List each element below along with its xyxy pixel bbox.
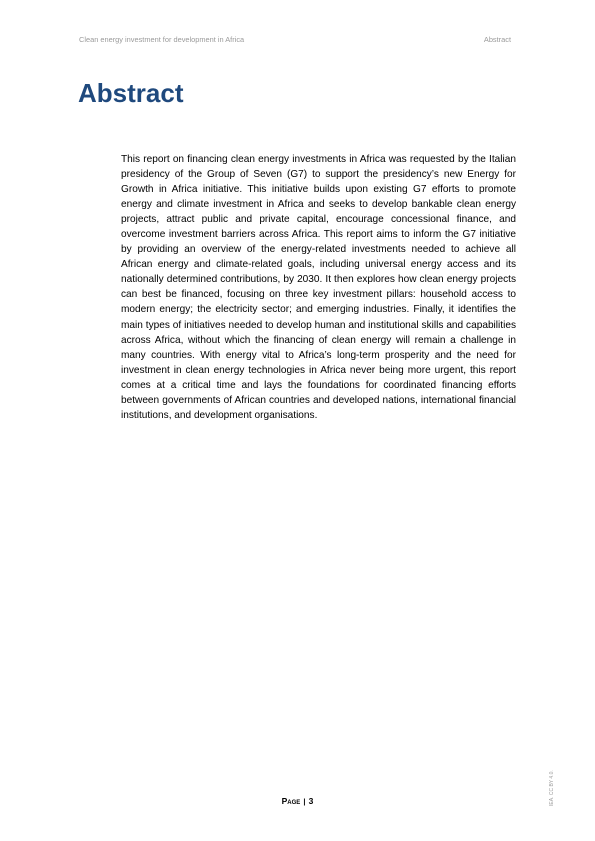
page-number: 3 <box>308 796 314 806</box>
abstract-paragraph: This report on financing clean energy investments in Africa was requested by the Italian presidency of the Group of Seven (G7) to support the presidency’s new Energy for Growth in Africa initiative. This initiative builds upon existing G7 efforts to promote energy and climate investment in Africa and seeks to develop bankable clean energy projects, attract public and private capital, encourage concessional finance, and overcome investment barriers across Africa. This report aims to inform the G7 initiative by providing an overview of the energy-related investments needed to achieve all African energy and climate-related goals, including universal energy access and its nationally determined contributions, by 2030. It then explores how clean energy projects can best be financed, focusing on three key investment pillars: household access to modern energy; the electricity sector; and emerging industries. Finally, it identifies the main types of initiatives needed to develop human and institutional skills and capabilities across Africa, without which the financing of clean energy will remain a challenge in many countries. With energy vital to Africa’s long-term prosperity and the need for investment in clean energy technologies in Africa never being more urgent, this report comes at a critical time and lays the foundations for coordinated financing efforts between governments of African countries and developed nations, international financial institutions, and development organisations. <box>121 154 516 421</box>
running-header-section: Abstract <box>483 35 511 44</box>
running-header-title: Clean energy investment for development in Africa <box>79 35 245 44</box>
page-label: Page <box>281 796 301 806</box>
page-footer <box>0 796 595 806</box>
page-separator: | <box>303 797 306 806</box>
page-title: Abstract <box>78 78 184 108</box>
license-note: IEA. CC BY 4.0. <box>549 770 555 806</box>
